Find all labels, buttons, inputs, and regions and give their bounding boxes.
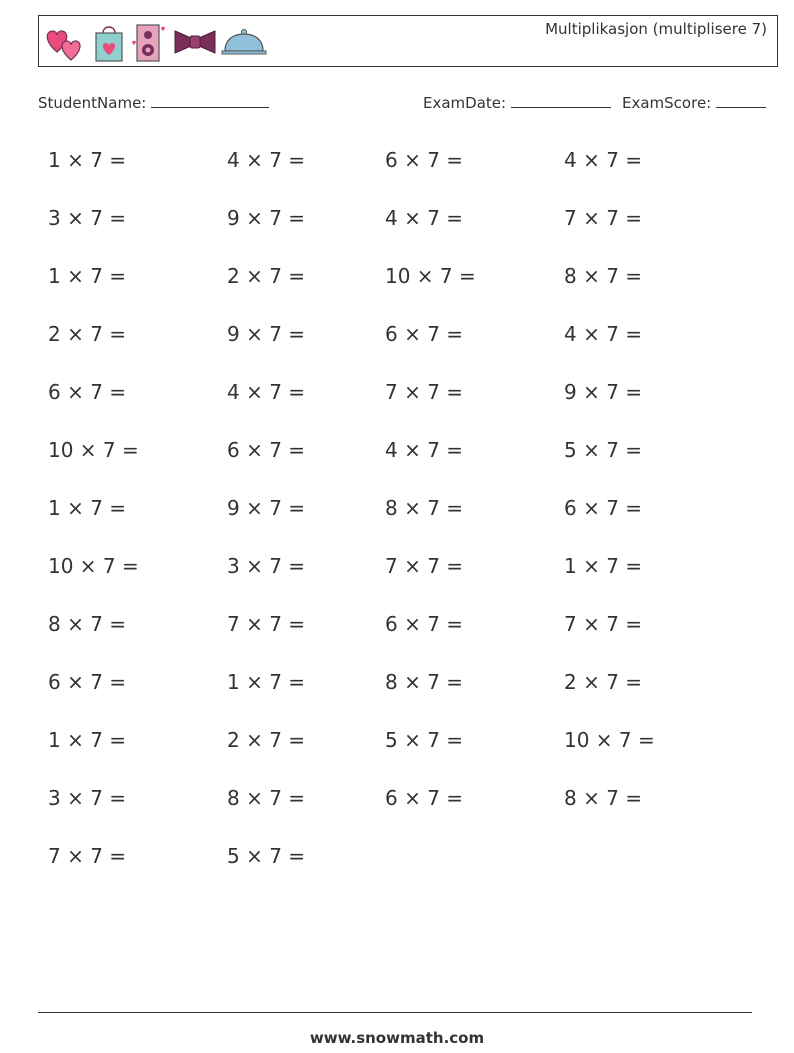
problem-item: 7 × 7 = — [564, 206, 643, 230]
problem-item: 3 × 7 = — [48, 206, 127, 230]
problem-item: 7 × 7 = — [385, 380, 464, 404]
serving-cloche-icon — [221, 27, 267, 57]
header-icons — [43, 20, 267, 64]
problem-item: 2 × 7 = — [227, 264, 306, 288]
problem-item: 9 × 7 = — [227, 496, 306, 520]
exam-score-field — [622, 93, 766, 112]
student-name-field — [38, 93, 269, 112]
problem-item: 5 × 7 = — [564, 438, 643, 462]
problem-item: 6 × 7 = — [385, 786, 464, 810]
problem-item: 1 × 7 = — [48, 148, 127, 172]
problem-item: 4 × 7 = — [564, 148, 643, 172]
problem-item: 8 × 7 = — [385, 670, 464, 694]
problem-item: 6 × 7 = — [227, 438, 306, 462]
student-name-line[interactable] — [151, 93, 269, 108]
problem-item: 4 × 7 = — [227, 380, 306, 404]
problem-item: 9 × 7 = — [227, 206, 306, 230]
problem-item: 4 × 7 = — [385, 206, 464, 230]
problem-item: 1 × 7 = — [227, 670, 306, 694]
exam-date-label: ExamDate: — [423, 94, 507, 112]
problem-item: 7 × 7 = — [48, 844, 127, 868]
exam-date-field — [423, 93, 611, 112]
problem-item: 6 × 7 = — [385, 148, 464, 172]
problem-item: 3 × 7 = — [48, 786, 127, 810]
bow-tie-icon — [173, 27, 217, 57]
problem-item: 2 × 7 = — [564, 670, 643, 694]
problem-item: 6 × 7 = — [385, 322, 464, 346]
problem-item: 1 × 7 = — [48, 264, 127, 288]
hearts-icon — [43, 22, 87, 62]
problem-item: 8 × 7 = — [385, 496, 464, 520]
exam-score-label: ExamScore: — [622, 94, 712, 112]
worksheet-title: Multiplikasjon (multiplisere 7) — [545, 20, 767, 38]
problem-item: 9 × 7 = — [564, 380, 643, 404]
problem-item: 7 × 7 = — [385, 554, 464, 578]
problem-item: 3 × 7 = — [227, 554, 306, 578]
problem-item: 10 × 7 = — [385, 264, 476, 288]
problem-item: 8 × 7 = — [227, 786, 306, 810]
problem-item: 5 × 7 = — [385, 728, 464, 752]
problem-item: 10 × 7 = — [48, 554, 139, 578]
problem-item: 1 × 7 = — [48, 728, 127, 752]
gift-bag-icon — [91, 21, 127, 63]
student-name-label: StudentName: — [38, 94, 147, 112]
problem-item: 4 × 7 = — [564, 322, 643, 346]
problem-item: 7 × 7 = — [227, 612, 306, 636]
problem-item: 10 × 7 = — [48, 438, 139, 462]
problem-item: 6 × 7 = — [48, 670, 127, 694]
problem-item: 6 × 7 = — [48, 380, 127, 404]
problem-item: 8 × 7 = — [564, 786, 643, 810]
problem-item: 5 × 7 = — [227, 844, 306, 868]
problem-item: 10 × 7 = — [564, 728, 655, 752]
problem-item: 7 × 7 = — [564, 612, 643, 636]
worksheet-header — [38, 15, 778, 67]
problem-item: 8 × 7 = — [564, 264, 643, 288]
exam-date-line[interactable] — [511, 93, 611, 108]
footer-url: www.snowmath.com — [309, 1029, 485, 1047]
speaker-icon — [131, 21, 169, 63]
problem-item: 2 × 7 = — [48, 322, 127, 346]
problem-item: 1 × 7 = — [48, 496, 127, 520]
problem-item: 2 × 7 = — [227, 728, 306, 752]
problem-item: 1 × 7 = — [564, 554, 643, 578]
problem-item: 4 × 7 = — [385, 438, 464, 462]
problem-item: 9 × 7 = — [227, 322, 306, 346]
problem-item: 6 × 7 = — [385, 612, 464, 636]
exam-score-line[interactable] — [716, 93, 766, 108]
problem-item: 4 × 7 = — [227, 148, 306, 172]
footer-divider — [38, 1012, 752, 1013]
problem-item: 8 × 7 = — [48, 612, 127, 636]
problem-item: 6 × 7 = — [564, 496, 643, 520]
